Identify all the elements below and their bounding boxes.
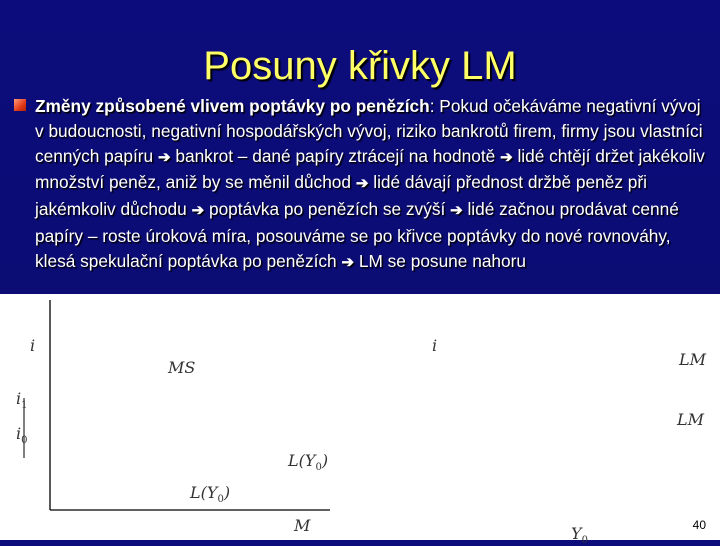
slide-title: Posuny křivky LM: [203, 44, 517, 88]
left-graph-axes: [0, 294, 720, 540]
lm-curve-lower-label: LM: [677, 410, 705, 429]
arrow-right-icon: ➔: [157, 148, 171, 166]
paragraph-segment-1: : Pokud očekáváme negativní vývoj v budoucnosti, negativní hospodářských vývoj, riziko bankrotů firem, firmy jsou vlastníci cenných papíru: [35, 96, 703, 166]
paragraph-segment-7: LM se posune nahoru: [354, 250, 527, 271]
arrow-right-icon: ➔: [341, 253, 355, 271]
right-y-axis-label: i: [432, 336, 438, 355]
right-x-axis-label: $Y_0$: [571, 524, 588, 546]
left-y-axis-label: i: [30, 336, 36, 355]
paragraph-segment-5: poptávka po penězích se zvýší: [204, 199, 451, 220]
arrow-right-icon: ➔: [355, 175, 369, 193]
interest-rate-i1-label: $i_1$: [16, 389, 28, 412]
money-demand-curve-lower-label: $L(Y_0)$: [190, 483, 231, 506]
arrow-right-icon: ➔: [191, 202, 205, 220]
graph-panel: [0, 294, 720, 546]
paragraph-segment-4: lidé dávají přednost držbě peněz při jakémkoliv důchodu: [35, 172, 648, 220]
arrow-right-icon: ➔: [450, 202, 463, 220]
lm-curve-upper-label: LM: [679, 350, 707, 369]
money-demand-curve-upper-label: $L(Y_0)$: [288, 451, 329, 474]
bullet-square-icon: [14, 99, 26, 111]
paragraph-lead: Změny způsobené vlivem poptávky po penězích: [35, 96, 430, 116]
arrow-right-icon: ➔: [500, 148, 513, 166]
paragraph-segment-3: lidé chtějí držet jakékoliv množství peněz, aniž by se měnil důchod: [35, 145, 705, 193]
interest-rate-i0-label: $i_0$: [16, 424, 28, 447]
paragraph-segment-2: bankrot – dané papíry ztrácejí na hodnotě: [170, 145, 501, 166]
page-number: 40: [692, 518, 706, 532]
money-supply-label: MS: [168, 358, 196, 377]
slide-paragraph: [35, 94, 713, 276]
paragraph-segment-6: lidé začnou prodávat cenné papíry – roste úroková míra, posouváme se po křivce poptávky do nové rovnováhy, klesá spekulační poptávka po penězích: [35, 199, 679, 271]
left-x-axis-label: M: [294, 516, 311, 535]
